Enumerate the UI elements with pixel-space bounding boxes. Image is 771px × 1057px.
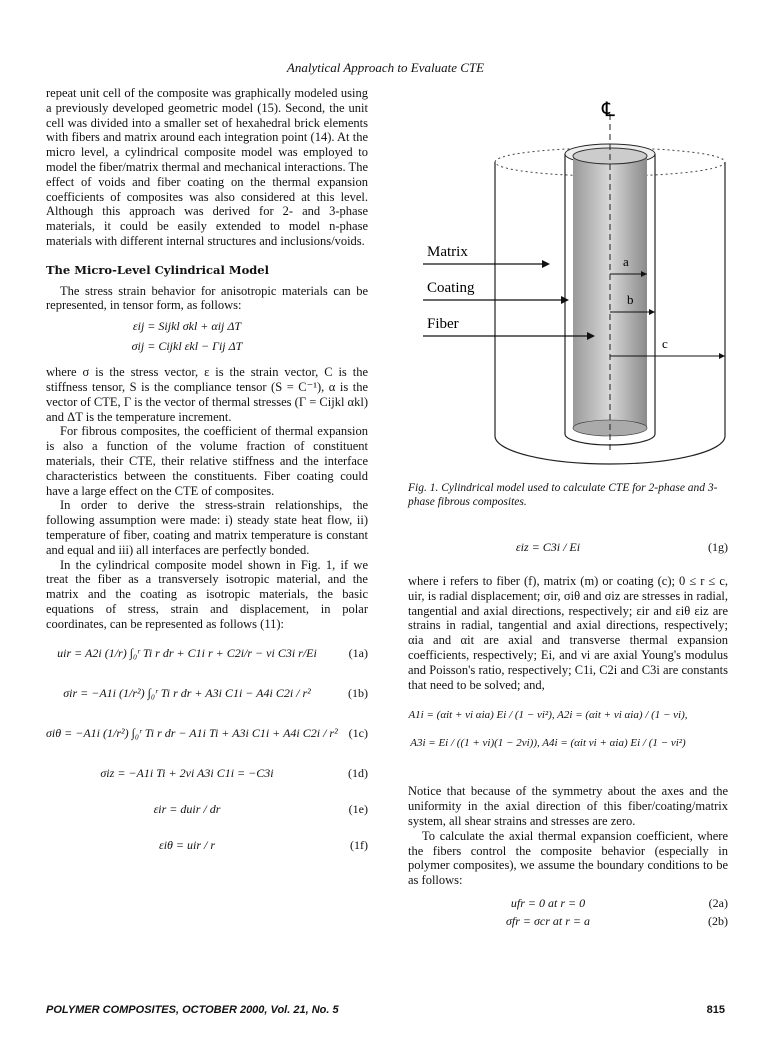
paragraph: where σ is the stress vector, ε is the strain vector, C is the stiffness tensor, S is the compliance tensor (S = C⁻¹), α is the vector of CTE, Γ is the vector of thermal stresses (Γ = Cijkl αkl) and ΔT is the temperature increment. bbox=[46, 365, 368, 424]
equation bbox=[46, 838, 368, 868]
page-footer bbox=[46, 1004, 725, 1016]
paragraph: The stress strain behavior for anisotropic materials can be represented, in tensor form, as follows: bbox=[46, 283, 368, 313]
figure-caption: Fig. 1. Cylindrical model used to calculate CTE for 2-phase and 3-phase fibrous composites. bbox=[408, 482, 718, 508]
equation-body: εir = duir / dr bbox=[153, 801, 221, 816]
equation bbox=[408, 896, 728, 914]
running-header: Analytical Approach to Evaluate CTE bbox=[286, 60, 485, 75]
equation bbox=[46, 766, 368, 802]
equation-number: (1f) bbox=[350, 837, 368, 852]
dim-b-label: b bbox=[627, 292, 634, 307]
arrowhead bbox=[542, 260, 550, 268]
equation-body: εij = Sijkl σkl + αij ΔT bbox=[132, 319, 242, 334]
dim-c-label: c bbox=[662, 336, 668, 351]
section-title: The Micro-Level Cylindrical Model bbox=[46, 262, 269, 277]
equation-number: (2a) bbox=[708, 895, 728, 910]
equation bbox=[46, 686, 368, 726]
paragraph: In the cylindrical composite model shown in Fig. 1, if we treat the fiber as a transversely isotropic material, and the matrix and the coating as isotropic materials, the basic equations of stress, strain and displacement, in polar coordinates, can be represented as follows (11): bbox=[46, 557, 368, 631]
equation-body: uir = A2i (1/r) ∫₀ʳ Ti r dr + C1i r + C2i/r − νi C3i r/Ei bbox=[57, 645, 317, 660]
equation-number: (1a) bbox=[348, 645, 368, 660]
figure-cylindrical-model bbox=[415, 84, 735, 479]
equation-body: ufr = 0 at r = 0 bbox=[510, 895, 586, 910]
fiber-label: Fiber bbox=[427, 316, 459, 332]
matrix-label: Matrix bbox=[427, 244, 468, 260]
journal-citation: POLYMER COMPOSITES, OCTOBER 2000, Vol. 21, No. 5 bbox=[46, 1004, 339, 1016]
equation-number: (1g) bbox=[708, 540, 728, 554]
equation-body: A1i = (αit + νi αia) Ei / (1 − νi²), A2i = (αit + νi αia) / (1 − νi), bbox=[408, 709, 688, 722]
equation bbox=[46, 726, 368, 766]
equation-block bbox=[46, 646, 368, 868]
paragraph: where i refers to fiber (f), matrix (m) or coating (c); 0 ≤ r ≤ c, uir, is radial displacement; σir, σiθ and σiz are stresses in radial, tangential and axial directions, respectively; εir and εiθ εiz are strains in radial, tangential and axial directions, respectively; αia and αit are axial and transverse thermal expansion coefficients, respectively; Ei, and νi are axial Young's modulus and Poisson's ratio, respectively; C1i, C2i and C3i are constants that need to be solved; and, bbox=[408, 574, 728, 692]
equation-body: A3i = Ei / ((1 + νi)(1 − 2νi)), A4i = (αit νi + αia) Ei / (1 − νi²) bbox=[410, 737, 686, 750]
right-column bbox=[408, 540, 728, 932]
equation bbox=[408, 540, 728, 574]
equation-body: σiθ = −A1i (1/r²) ∫₀ʳ Ti r dr − A1i Ti + A3i C1i + A4i C2i / r² bbox=[46, 725, 338, 740]
equation-number: (1c) bbox=[348, 725, 368, 740]
equation-number: (2b) bbox=[708, 913, 728, 928]
equation bbox=[408, 914, 728, 932]
equation-body: εiθ = uir / r bbox=[158, 837, 216, 852]
equation-body: εiz = C3i / Ei bbox=[515, 540, 581, 554]
dim-a-label: a bbox=[623, 254, 629, 269]
equation-body: σij = Cijkl εkl − Γij ΔT bbox=[131, 339, 243, 354]
paragraph: repeat unit cell of the composite was graphically modeled using a previously developed geometric model (15). Second, the unit cell was divided into a smaller set of hexahedral brick elements with fibers and matrix around each integration point (14). At the micro level, a cylindrical composite model was employed to model the fiber/matrix thermal and mechanical interactions. The effect of voids and fiber coating on the thermal expansion coefficients of composites was also considered at this level. Although this approach was derived for 2- and 3-phase materials, it could be easily extended to model n-phase materials with different internal structures and inclusions/voids. bbox=[46, 86, 368, 248]
equation bbox=[46, 319, 368, 339]
paragraph: In order to derive the stress-strain relationships, the following assumption were made: i) steady state heat flow, ii) temperature of fiber, coating and matrix temperature is constant and equal and iii) all interfaces are perfectly bonded. bbox=[46, 498, 368, 557]
paragraph: For fibrous composites, the coefficient of thermal expansion is also a function of the volume fraction of constituent materials, their CTE, their relative stiffness and the interface characteristics between the constituents. Fiber coating could have a large effect on the CTE of composites. bbox=[46, 424, 368, 498]
equation-body: σiz = −A1i Ti + 2νi A3i C1i = −C3i bbox=[100, 765, 274, 780]
equation bbox=[408, 708, 728, 736]
coating-label: Coating bbox=[427, 280, 475, 296]
equation-number: (1e) bbox=[348, 801, 368, 816]
arrowhead bbox=[649, 309, 655, 315]
equation-number: (1b) bbox=[348, 685, 368, 700]
paragraph: To calculate the axial thermal expansion coefficient, where the fibers control the composite behavior (especially in polymer composites), we assume the boundary conditions to be as follows: bbox=[408, 828, 728, 888]
equation bbox=[408, 736, 728, 770]
equation-number: (1d) bbox=[348, 765, 368, 780]
page-number: 815 bbox=[706, 1004, 725, 1016]
equation-body: σfr = σcr at r = a bbox=[505, 913, 591, 928]
equation-body: σir = −A1i (1/r²) ∫₀ʳ Ti r dr + A3i C1i − A4i C2i / r² bbox=[63, 685, 311, 700]
cylinder-diagram bbox=[415, 84, 735, 479]
left-column bbox=[46, 86, 368, 868]
equation bbox=[46, 646, 368, 686]
equation bbox=[46, 339, 368, 359]
equation bbox=[46, 802, 368, 838]
centerline-label: ℄ bbox=[602, 97, 615, 121]
paragraph: Notice that because of the symmetry about the axes and the uniformity in the axial direction of this fiber/coating/matrix system, all shear strains and stresses are zero. bbox=[408, 784, 728, 828]
arrowhead bbox=[719, 353, 725, 359]
